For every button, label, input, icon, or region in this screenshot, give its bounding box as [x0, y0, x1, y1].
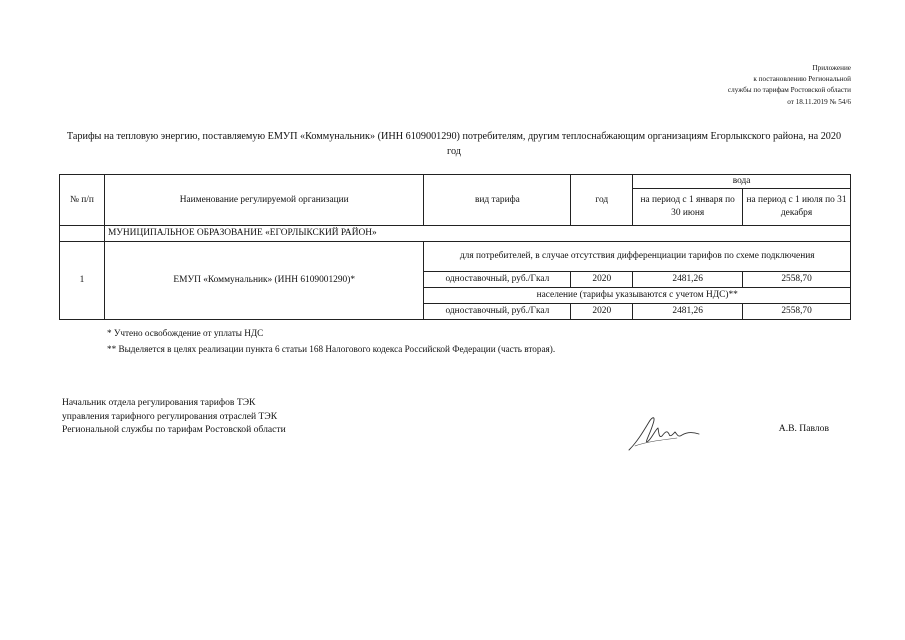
document-title: Тарифы на тепловую энергию, поставляемую ЕМУП «Коммунальник» (ИНН 6109001290) потребителям, другим теплоснабжающим организациям Егорлыкского района, на 2020 год — [66, 131, 842, 157]
footnote: * Учтено освобождение от уплаты НДС — [107, 328, 264, 338]
footnote: ** Выделяется в целях реализации пункта 6 статьи 168 Налогового кодекса Российской Федерации (часть вторая). — [107, 344, 556, 354]
year-cell: 2020 — [571, 304, 633, 320]
appendix-line: службы по тарифам Ростовской области — [727, 86, 851, 95]
muni-num-cell — [60, 226, 105, 242]
signer-name: А.В. Павлов — [778, 423, 829, 434]
header-num: № п/п — [60, 175, 105, 226]
header-period-1: на период с 1 января по 30 июня — [633, 189, 743, 226]
period-1-value: 2481,26 — [633, 272, 743, 288]
header-tariff-type: вид тарифа — [424, 175, 571, 226]
header-year: год — [571, 175, 633, 226]
appendix-line: к постановлению Региональной — [753, 75, 851, 84]
municipality-row: МУНИЦИПАЛЬНОЕ ОБРАЗОВАНИЕ «ЕГОРЛЫКСКИЙ РАЙОН» — [104, 226, 850, 242]
year-cell: 2020 — [571, 272, 633, 288]
tariff-type-cell: одноставочный, руб./Гкал — [424, 304, 571, 320]
group-population: население (тарифы указываются с учетом НДС)** — [424, 288, 851, 304]
period-1-value: 2481,26 — [633, 304, 743, 320]
tariff-table — [59, 174, 851, 320]
row-org: ЕМУП «Коммунальник» (ИНН 6109001290)* — [104, 242, 424, 320]
signer-line: управления тарифного регулирования отраслей ТЭК — [62, 410, 278, 422]
signer-line: Начальник отдела регулирования тарифов ТЭК — [62, 397, 256, 408]
group-consumers: для потребителей, в случае отсутствия дифференциации тарифов по схеме подключения — [424, 242, 851, 272]
footnotes — [107, 325, 555, 357]
handwritten-signature — [625, 412, 705, 454]
period-2-value: 2558,70 — [743, 272, 851, 288]
tariff-type-cell: одноставочный, руб./Гкал — [424, 272, 571, 288]
appendix-line: Приложение — [812, 64, 851, 72]
header-org: Наименование регулируемой организации — [104, 175, 424, 226]
signer-block — [62, 396, 286, 437]
appendix-block — [728, 63, 851, 108]
row-num: 1 — [60, 242, 105, 320]
period-2-value: 2558,70 — [743, 304, 851, 320]
appendix-line: от 18.11.2019 № 54/6 — [787, 97, 851, 106]
signer-line: Региональной службы по тарифам Ростовской области — [62, 424, 286, 435]
header-water: вода — [633, 175, 851, 189]
header-period-2: на период с 1 июля по 31 декабря — [743, 189, 851, 226]
